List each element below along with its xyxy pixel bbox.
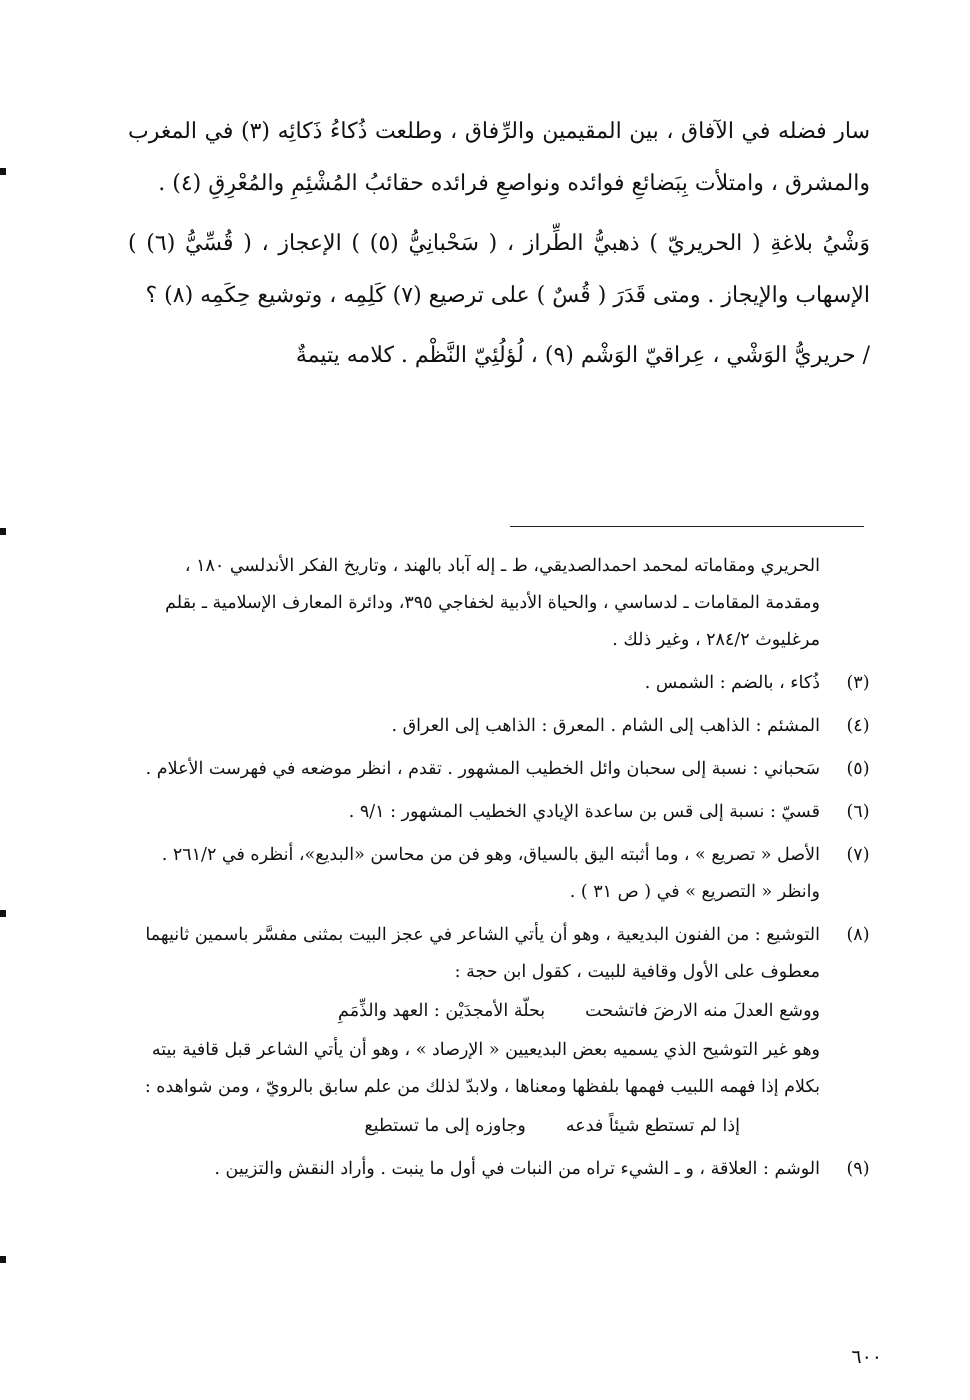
main-paragraph-2: وَشْيُ بلاغةِ ( الحريريّ ) ذهبيُّ الطِّراز ، ( سَحْبانِيُّ (٥) ) الإعجاز ، ( قُسِّيُّ (٦) ) الإسهاب والإيجاز . ومتى قَدَرَ ( قُسٌ ) على ترصيع (٧) كَلِمِه ، وتوشيع حِكَمِه (٨) ؟ [128,231,870,308]
footnote-number: (٩) [846,1159,870,1179]
footnotes [128,548,880,1194]
verse-second-hemistich: بحلّة الأمجدَيْن : العهد والذِّمَمِ [338,1001,546,1021]
verse-second-hemistich: وجاوزه إلى ما تستطيع [364,1116,526,1136]
scan-edge-mark [0,168,6,175]
footnote-text: التوشيع : من الفنون البديعية ، وهو أن يأتي الشاعر في عجز البيت بمثنى مفسَّر باسمين ثانيهما معطوف على الأول وقافية للبيت ، كقول ابن حجة : [145,925,820,982]
verse-first-hemistich: ووشع العدلَ منه الارضَ فاتشحت [585,1001,820,1021]
footnote-text: المشئم : الذاهب إلى الشام . المعرق : الذاهب إلى العراق . [391,716,820,736]
footnote-8 [128,917,880,1145]
footnote-text: الوشم : العلاقة ، و ـ الشيء تراه من النبات في أول ما ينبت . وأراد النقش والتزيين . [214,1159,820,1179]
footnote-text: الأصل « تصريع » ، وما أثبته اليق بالسياق، وهو فن من محاسن «البديع»، أنظره في ٢٦١/٢ . وانظر « التصريع » في ( ص ٣١ ) . [161,845,820,902]
page-number: ٦٠٠ [851,1346,882,1368]
footnote-5 [128,751,880,788]
scan-edge-mark [0,1256,6,1263]
footnote-text: سَحباني : نسبة إلى سحبان وائل الخطيب المشهور . تقدم ، انظر موضعه في فهرست الأعلام . [145,759,820,779]
footnote-3 [128,665,880,702]
scan-edge-mark [0,528,6,535]
footnote-divider [510,526,864,527]
footnote-number: (٧) [846,845,870,865]
footnote-6 [128,794,880,831]
footnote-number: (٥) [846,759,870,779]
main-paragraph-3: / حريريُّ الوَشْي ، عِراقيّ الوَشْم (٩) ، لُؤلُئِيّ النَّظْم . كلامه يتيمةٌ [295,343,870,368]
scan-edge-mark [0,910,6,917]
verse-first-hemistich: إذا لم تستطع شيئاً فدعه [565,1116,740,1136]
footnote-7 [128,837,880,911]
main-text [128,106,870,390]
footnote-continuation: الحريري ومقاماته لمحمد احمدالصديقي، ط ـ إله آباد بالهند ، وتاريخ الفكر الأندلسي ١٨٠ ، ومقدمة المقامات ـ لدساسي ، والحياة الأدبية لخفاجي ٣٩٥، ودائرة المعارف الإسلامية ـ بقلم مرغليوث ٢٨٤/٢ ، وغير ذلك . [165,556,820,650]
footnote-number: (٣) [846,673,870,693]
footnote-4 [128,708,880,745]
footnote-number: (٦) [846,802,870,822]
footnote-number: (٨) [846,925,870,945]
footnote-text-continued: وهو غير التوشيح الذي يسميه بعض البديعيين « الإرصاد » ، وهو أن يأتي الشاعر قبل قافية بيته بكلام إذا فهمه اللبيب فهمها بلفظها ومعناها ، ولابدّ لذلك من علم سابق بالرويّ ، ومن شواهده : [144,1040,820,1097]
footnote-9 [128,1151,880,1188]
main-paragraph-1: سار فضله في الآفاق ، بين المقيمين والرِّفاق ، وطلعت ذُكاءُ ذَكائِه (٣) في المغرب والمشرق ، وامتلأت بِبَضائعِ فوائده ونواصعِ فرائده حقائبُ المُشْئِمِ والمُعْرِقِ (٤) . [128,119,871,196]
footnote-text: ذُكاء ، بالضم : الشمس . [644,673,820,693]
verse-line [128,1108,820,1145]
verse-line [128,993,820,1030]
footnote-text: قسيّ : نسبة إلى قس بن ساعدة الإيادي الخطيب المشهور : ٩/١ . [348,802,820,822]
footnote-number: (٤) [846,716,870,736]
